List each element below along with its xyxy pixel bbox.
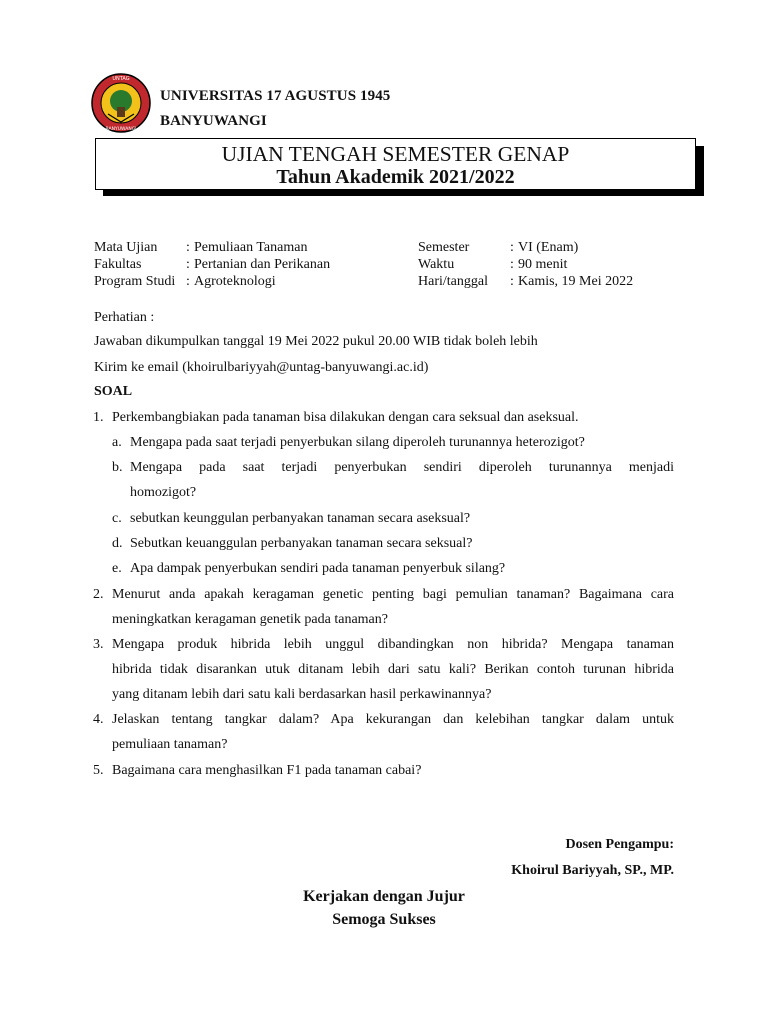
question-1e-text: Apa dampak penyerbukan sendiri pada tanaman penyerbuk silang? bbox=[130, 561, 506, 576]
notice-email: Kirim ke email (khoirulbariyyah@untag-banyuwangi.ac.id) bbox=[94, 360, 429, 375]
question-1a-text: Mengapa pada saat terjadi penyerbukan silang diperoleh turunannya heterozigot? bbox=[130, 435, 585, 450]
question-1b-text-line1: Mengapa pada saat terjadi penyerbukan sendiri diperoleh turunannya menjadi bbox=[130, 460, 674, 475]
subquestion-letter: b. bbox=[112, 460, 123, 475]
closing-line-2: Semoga Sukses bbox=[332, 911, 436, 928]
question-3-text-line1: Mengapa produk hibrida lebih unggul dibandingkan non hibrida? Mengapa tanaman bbox=[112, 637, 674, 652]
logo-text-bottom: BANYUWANGI bbox=[105, 127, 137, 132]
question-5-text: Bagaimana cara menghasilkan F1 pada tanaman cabai? bbox=[112, 763, 422, 778]
info-value-faculty: Pertanian dan Perikanan bbox=[194, 257, 331, 272]
info-value-semester: VI (Enam) bbox=[518, 240, 579, 255]
question-number: 2. bbox=[93, 587, 104, 602]
info-label-faculty: Fakultas bbox=[94, 257, 142, 272]
info-label-program: Program Studi bbox=[94, 274, 176, 289]
closing-line-1: Kerjakan dengan Jujur bbox=[303, 888, 465, 905]
question-2-text-line1: Menurut anda apakah keragaman genetic penting bagi pemulian tanaman? Bagaimana cara bbox=[112, 587, 674, 602]
subquestion-letter: e. bbox=[112, 561, 122, 576]
info-colon: : bbox=[186, 274, 190, 289]
info-value-program: Agroteknologi bbox=[194, 274, 276, 289]
info-value-date: Kamis, 19 Mei 2022 bbox=[518, 274, 634, 289]
info-value-subject: Pemuliaan Tanaman bbox=[194, 240, 308, 255]
info-colon: : bbox=[186, 257, 190, 272]
info-colon: : bbox=[186, 240, 190, 255]
info-label-semester: Semester bbox=[418, 240, 470, 255]
subquestion-letter: c. bbox=[112, 511, 122, 526]
info-colon: : bbox=[510, 257, 514, 272]
info-label-time: Waktu bbox=[418, 257, 455, 272]
question-1-text: Perkembangbiakan pada tanaman bisa dilakukan dengan cara seksual dan aseksual. bbox=[112, 410, 579, 425]
soal-heading: SOAL bbox=[94, 384, 133, 399]
question-number: 4. bbox=[93, 712, 104, 727]
university-logo bbox=[90, 72, 152, 134]
question-4-text-line1: Jelaskan tentang tangkar dalam? Apa kekurangan dan kelebihan tangkar dalam untuk bbox=[112, 712, 674, 727]
subquestion-letter: d. bbox=[112, 536, 123, 551]
info-value-time: 90 menit bbox=[518, 257, 568, 272]
lecturer-role: Dosen Pengampu: bbox=[565, 837, 674, 852]
question-number: 3. bbox=[93, 637, 104, 652]
question-4-text-line2: pemuliaan tanaman? bbox=[112, 737, 228, 752]
notice-heading: Perhatian : bbox=[94, 310, 155, 325]
notice-deadline: Jawaban dikumpulkan tanggal 19 Mei 2022 pukul 20.00 WIB tidak boleh lebih bbox=[94, 334, 538, 349]
info-label-date: Hari/tanggal bbox=[418, 274, 488, 289]
info-colon: : bbox=[510, 274, 514, 289]
academic-year: Tahun Akademik 2021/2022 bbox=[276, 166, 515, 188]
university-city: BANYUWANGI bbox=[160, 113, 267, 129]
question-number: 1. bbox=[93, 410, 104, 425]
question-1c-text: sebutkan keunggulan perbanyakan tanaman secara aseksual? bbox=[130, 511, 471, 526]
question-3-text-line3: yang ditanam lebih dari satu kali berdasarkan hasil perkawinannya? bbox=[112, 687, 492, 702]
question-3-text-line2: hibrida tidak disarankan utuk ditanam lebih dari satu kali? Berikan contoh turunan hibrida bbox=[112, 662, 674, 677]
subquestion-letter: a. bbox=[112, 435, 122, 450]
info-label-subject: Mata Ujian bbox=[94, 240, 158, 255]
lecturer-name: Khoirul Bariyyah, SP., MP. bbox=[511, 863, 674, 878]
question-1d-text: Sebutkan keuanggulan perbanyakan tanaman secara seksual? bbox=[130, 536, 473, 551]
exam-title: UJIAN TENGAH SEMESTER GENAP bbox=[221, 142, 570, 166]
logo-text-top: UNTAG bbox=[112, 76, 130, 82]
question-2-text-line2: meningkatkan keragaman genetik pada tanaman? bbox=[112, 612, 388, 627]
info-colon: : bbox=[510, 240, 514, 255]
question-number: 5. bbox=[93, 763, 104, 778]
question-1b-text-line2: homozigot? bbox=[130, 485, 197, 500]
title-box bbox=[95, 138, 696, 190]
university-name: UNIVERSITAS 17 AGUSTUS 1945 bbox=[160, 88, 391, 104]
